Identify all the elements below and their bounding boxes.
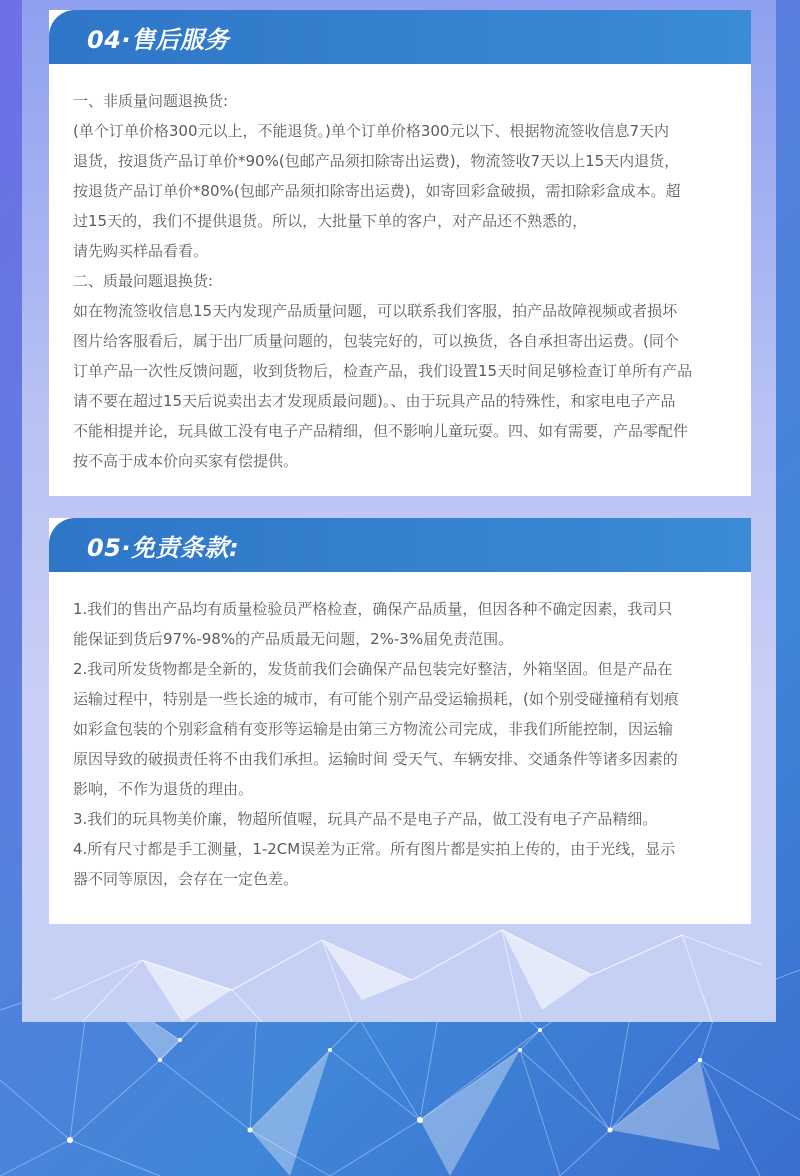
after-sales-line: 图片给客服看后，属于出厂质量问题的，包装完好的，可以换货，各自承担寄出运费。(同个 [73, 332, 679, 350]
disclaimer-header [49, 518, 751, 572]
after-sales-line: 二、质最问题退换货: [73, 272, 214, 290]
after-sales-line: 按不高于成本价向买家有偿提供。 [73, 452, 299, 470]
after-sales-header [49, 10, 751, 64]
after-sales-line: 订单产品一次性反馈问题，收到货物后，检查产品，我们设置15天时间足够检查订单所有产品 [73, 362, 693, 380]
after-sales-title: 04·售后服务 [87, 25, 230, 54]
disclaimer-card [49, 518, 751, 924]
after-sales-line: 请先购买样品看看。 [73, 242, 209, 260]
disclaimer-body [49, 572, 751, 894]
disclaimer-line: 器不同等原因，会存在一定色差。 [73, 870, 299, 888]
disclaimer-line: 4.所有尺寸都是手工测量，1-2CM误差为正常。所有图片都是实拍上传的，由于光线，显示 [73, 840, 676, 858]
after-sales-line: 过15天的，我们不提供退货。所以，大批量下单的客户，对产品还不熟悉的， [73, 212, 588, 230]
after-sales-line: (单个订单价格300元以上，不能退货。)单个订单价格300元以下、根据物流签收信息7天内 [73, 122, 670, 140]
disclaimer-line: 运输过程中，特别是一些长途的城市，有可能个别产品受运输损耗，(如个别受碰撞稍有划痕 [73, 690, 679, 708]
disclaimer-title: 05·免责条款: [87, 533, 240, 562]
after-sales-body [49, 64, 751, 476]
after-sales-line: 如在物流签收信息15天内发现产品质量问题，可以联系我们客服，拍产品故障视频或者损坏 [73, 302, 678, 320]
after-sales-line: 不能相提并论，玩具做工没有电子产品精细，但不影响儿童玩耍。四、如有需要，产品零配件 [73, 422, 689, 440]
disclaimer-line: 如彩盒包装的个别彩盒稍有变形等运输是由第三方物流公司完成，非我们所能控制，因运输 [73, 720, 674, 738]
after-sales-line: 一、非质量问题退换货: [73, 92, 229, 110]
after-sales-line: 退货，按退货产品订单价*90%(包邮产品须扣除寄出运费)，物流签收7天以上15天内退货， [73, 152, 680, 170]
disclaimer-line: 3.我们的玩具物美价廉，物超所值喔，玩具产品不是电子产品，做工没有电子产品精细。 [73, 810, 658, 828]
after-sales-line: 按退货产品订单价*80%(包邮产品须扣除寄出运费)，如寄回彩盒破损，需扣除彩盒成本。超 [73, 182, 681, 200]
after-sales-card [49, 10, 751, 496]
disclaimer-line: 影响，不作为退货的理由。 [73, 780, 254, 798]
after-sales-line: 请不要在超过15天后说卖出去才发现质最问题)。、由于玩具产品的特殊性，和家电电子产品 [73, 392, 676, 410]
disclaimer-line: 2.我司所发货物都是全新的，发货前我们会确保产品包装完好整洁，外箱坚固。但是产品在 [73, 660, 673, 678]
disclaimer-line: 原因导致的破损责任将不由我们承担。运输时间 受天气、车辆安排、交通条件等诸多因素的 [73, 750, 678, 768]
disclaimer-line: 1.我们的售出产品均有质量检验员严格检查，确保产品质量，但因各种不确定因素，我司只 [73, 600, 673, 618]
disclaimer-line: 能保证到货后97%-98%的产品质最无问题，2%-3%届免责范围。 [73, 630, 514, 648]
